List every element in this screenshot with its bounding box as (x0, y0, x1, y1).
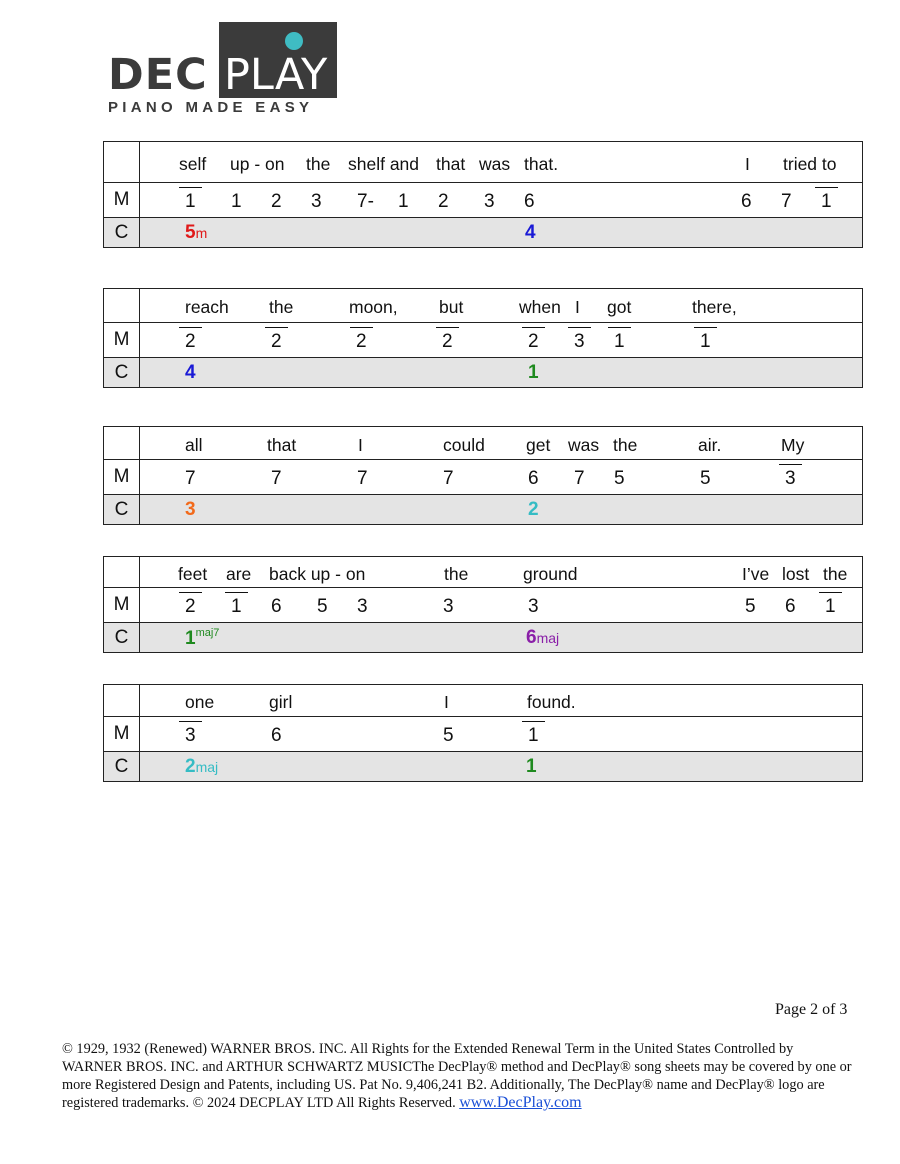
chord: 2maj (185, 756, 219, 777)
melody-note: 3 (785, 468, 796, 489)
melody-note: 6 (271, 596, 282, 617)
row-label-chord: C (104, 358, 140, 387)
lyric: girl (269, 692, 293, 712)
melody-note: 3 (484, 191, 495, 212)
lyric: shelf and (348, 154, 420, 174)
lyric: are (226, 564, 252, 584)
melody-note: 2 (442, 331, 453, 352)
lyric: lost (782, 564, 810, 584)
melody-note: 7- (357, 191, 374, 212)
logo-tagline: PIANO MADE EASY (108, 99, 314, 116)
row-label-melody: M (104, 183, 140, 217)
melody-note: 1 (231, 191, 242, 212)
lyric: found. (527, 692, 576, 712)
chord: 1 (528, 362, 539, 383)
melody-note: 2 (356, 331, 367, 352)
row-label-melody: M (104, 460, 140, 494)
chord: 1 (526, 756, 537, 777)
page-number: Page 2 of 3 (775, 1001, 848, 1018)
song-system-2 (103, 288, 863, 388)
decplay-website-link[interactable]: www.DecPlay.com (459, 1094, 582, 1111)
lyric: reach (185, 297, 229, 317)
chord-row (104, 623, 862, 652)
melody-note: 6 (524, 191, 535, 212)
row-label-chord: C (104, 495, 140, 524)
melody-note: 3 (574, 331, 585, 352)
melody-note: 7 (574, 468, 585, 489)
row-label-blank (104, 557, 140, 587)
lyric: was (568, 435, 600, 455)
lyric: I (358, 435, 363, 455)
lyric: all (185, 435, 203, 455)
melody-note: 7 (357, 468, 368, 489)
lyric: I (745, 154, 750, 174)
lyric: that. (524, 154, 559, 174)
song-system-5 (103, 684, 863, 782)
melody-note: 1 (614, 331, 625, 352)
melody-note: 7 (185, 468, 196, 489)
melody-note: 2 (271, 191, 282, 212)
lyrics-row (104, 289, 862, 323)
lyric: get (526, 435, 551, 455)
melody-note: 3 (311, 191, 322, 212)
lyric: I’ve (742, 564, 770, 584)
melody-note: 5 (443, 725, 454, 746)
lyric: I (444, 692, 449, 712)
lyric: self (179, 154, 207, 174)
lyric: could (443, 435, 485, 455)
chord: $1^{maj7}$ (185, 627, 220, 649)
lyric: I (575, 297, 580, 317)
lyric: My (781, 435, 805, 455)
lyrics-row (104, 142, 862, 183)
melody-note: 1 (821, 191, 832, 212)
chord: 4 (185, 362, 196, 383)
row-label-chord: C (104, 623, 140, 652)
row-label-blank (104, 427, 140, 459)
lyric: moon, (349, 297, 398, 317)
song-system-4 (103, 556, 863, 653)
lyric: the (613, 435, 638, 455)
copyright-text: © 1929, 1932 (Renewed) WARNER BROS. INC. All Rights for the Extended Renewal Term in the United States Controlled by WARNER BROS. INC. and ARTHUR SCHWARTZ MUSICThe DecPlay® method and DecPlay® song sheets may be covered by one or more Registered Design and Patents, including US. Pat No. 9,406,241 B2. Additionally, The DecPlay® name and DecPlay® logo are registered trademarks. © 2024 DECPLAY LTD All Rights Reserved. (62, 1041, 852, 1111)
lyric: back up - on (269, 564, 366, 584)
copyright-notice (62, 1040, 852, 1112)
melody-note: 1 (528, 725, 539, 746)
lyric: the (444, 564, 469, 584)
melody-note: 1 (398, 191, 409, 212)
melody-row (104, 183, 862, 218)
melody-note: 6 (271, 725, 282, 746)
melody-note: 6 (741, 191, 752, 212)
melody-note: 6 (785, 596, 796, 617)
chord: 4 (525, 222, 536, 243)
melody-row (104, 588, 862, 623)
melody-note: 1 (825, 596, 836, 617)
decplay-logo (108, 22, 340, 118)
chord-row (104, 752, 862, 781)
row-label-melody: M (104, 717, 140, 751)
lyric: one (185, 692, 215, 712)
lyric: that (436, 154, 466, 174)
lyric: feet (178, 564, 208, 584)
melody-note: 3 (443, 596, 454, 617)
melody-row (104, 717, 862, 752)
melody-note: 2 (271, 331, 282, 352)
melody-note: 2 (185, 596, 196, 617)
melody-note: 1 (185, 191, 196, 212)
lyrics-row (104, 685, 862, 717)
chord-row (104, 218, 862, 247)
melody-note: 3 (528, 596, 539, 617)
lyric: but (439, 297, 464, 317)
melody-note: 1 (231, 596, 242, 617)
row-label-melody: M (104, 588, 140, 622)
melody-note: 7 (271, 468, 282, 489)
melody-note: 5 (614, 468, 625, 489)
logo-dec-text: DEC (108, 50, 208, 100)
melody-note: 2 (438, 191, 449, 212)
chord-row (104, 495, 862, 524)
song-system-1 (103, 141, 863, 248)
lyrics-row (104, 557, 862, 588)
melody-note: 5 (317, 596, 328, 617)
lyrics-row (104, 427, 862, 460)
melody-row (104, 460, 862, 495)
lyric: that (267, 435, 297, 455)
lyric: air. (698, 435, 722, 455)
melody-note: 2 (528, 331, 539, 352)
lyric: the (306, 154, 331, 174)
lyric: up - on (230, 154, 285, 174)
chord: 6maj (526, 627, 560, 648)
row-label-blank (104, 289, 140, 322)
melody-note: 6 (528, 468, 539, 489)
lyric: the (269, 297, 294, 317)
lyric: tried to (783, 154, 837, 174)
logo-dot-icon (285, 32, 303, 50)
melody-note: 5 (700, 468, 711, 489)
lyric: the (823, 564, 848, 584)
melody-note: 7 (781, 191, 792, 212)
melody-row (104, 323, 862, 358)
melody-note: 1 (700, 331, 711, 352)
row-label-blank (104, 142, 140, 182)
row-label-melody: M (104, 323, 140, 357)
chord: 2 (528, 499, 539, 520)
melody-note: 3 (185, 725, 196, 746)
chord: 3 (185, 499, 196, 520)
lyric: got (607, 297, 632, 317)
row-label-chord: C (104, 752, 140, 781)
lyric: when (519, 297, 561, 317)
lyric: there, (692, 297, 737, 317)
chord-row (104, 358, 862, 387)
lyric: ground (523, 564, 578, 584)
melody-note: 5 (745, 596, 756, 617)
melody-note: 3 (357, 596, 368, 617)
row-label-chord: C (104, 218, 140, 247)
song-system-3 (103, 426, 863, 525)
row-label-blank (104, 685, 140, 716)
melody-note: 2 (185, 331, 196, 352)
chord: 5m (185, 222, 208, 243)
logo-play-text: PLAY (224, 50, 328, 100)
melody-note: 7 (443, 468, 454, 489)
lyric: was (479, 154, 511, 174)
